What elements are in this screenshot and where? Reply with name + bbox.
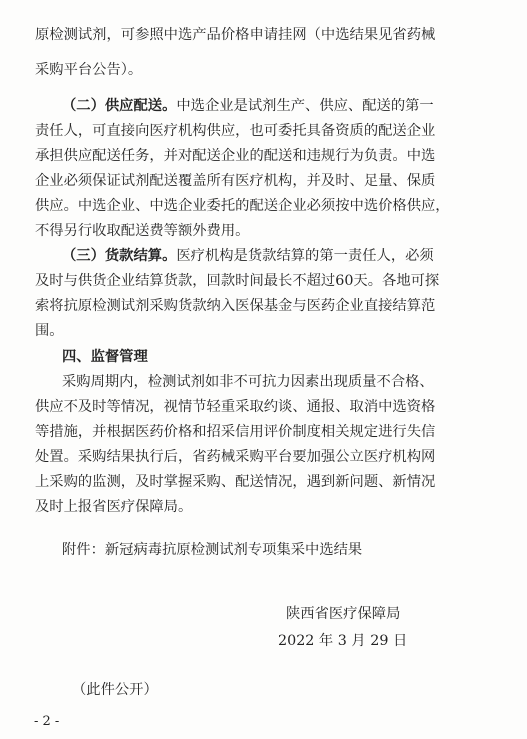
supply-heading: （二）供应配送。 — [62, 98, 177, 114]
issuing-organization: 陕西省医疗保障局 — [286, 606, 401, 622]
payment-heading: （三）货款结算。 — [62, 248, 177, 264]
issue-date: 2022 年 3 月 29 日 — [278, 633, 408, 649]
supervision-heading: 四、监督管理 — [62, 349, 148, 365]
disclosure-note: （此件公开） — [72, 682, 158, 698]
supply-line-1 — [62, 96, 434, 116]
supply-line-6: 不得另行收取配送费等额外费用。 — [35, 223, 250, 239]
payment-line-4: 围。 — [35, 323, 64, 339]
payment-line-1-text: 医疗机构是货款结算的第一责任人，必须 — [176, 248, 434, 264]
supervision-line-6: 及时上报省医疗保障局。 — [35, 499, 193, 515]
payment-line-1 — [62, 246, 434, 266]
intro-line-1: 原检测试剂，可参照中选产品价格申请挂网（中选结果见省药械 — [35, 27, 436, 43]
attachment-note: 附件：新冠病毒抗原检测试剂专项集采中选结果 — [62, 542, 363, 558]
page-number: - 2 - — [34, 714, 60, 729]
supply-line-2: 责任人，可直接向医疗机构供应，也可委托具备资质的配送企业 — [35, 123, 436, 139]
payment-line-3: 索将抗原检测试剂采购货款纳入医保基金与医药企业直接结算范 — [35, 298, 436, 314]
supervision-line-2: 供应不及时等情况，视情节轻重采取约谈、通报、取消中选资格 — [35, 399, 436, 415]
payment-line-2: 及时与供货企业结算货款，回款时间最长不超过60天。各地可探 — [35, 273, 440, 289]
supervision-line-1: 采购周期内，检测试剂如非不可抗力因素出现质量不合格、 — [62, 374, 434, 390]
supply-line-4: 企业必须保证试剂配送覆盖所有医疗机构，并及时、足量、保质 — [35, 173, 436, 189]
supervision-line-3: 等措施，并根据医药价格和招采信用评价制度相关规定进行失信 — [35, 424, 436, 440]
supervision-line-4: 处置。采购结果执行后，省药械采购平台要加强公立医疗机构网 — [35, 449, 436, 465]
supply-line-1-text: 中选企业是试剂生产、供应、配送的第一 — [176, 98, 434, 114]
intro-line-2: 采购平台公告）。 — [35, 62, 143, 78]
supervision-line-5: 上采购的监测，及时掌握采购、配送情况，遇到新问题、新情况 — [35, 474, 436, 490]
supply-line-3: 承担供应配送任务，并对配送企业的配送和违规行为负责。中选 — [35, 148, 436, 164]
supply-line-5: 供应。中选企业、中选企业委托的配送企业必须按中选价格供应， — [35, 198, 450, 214]
